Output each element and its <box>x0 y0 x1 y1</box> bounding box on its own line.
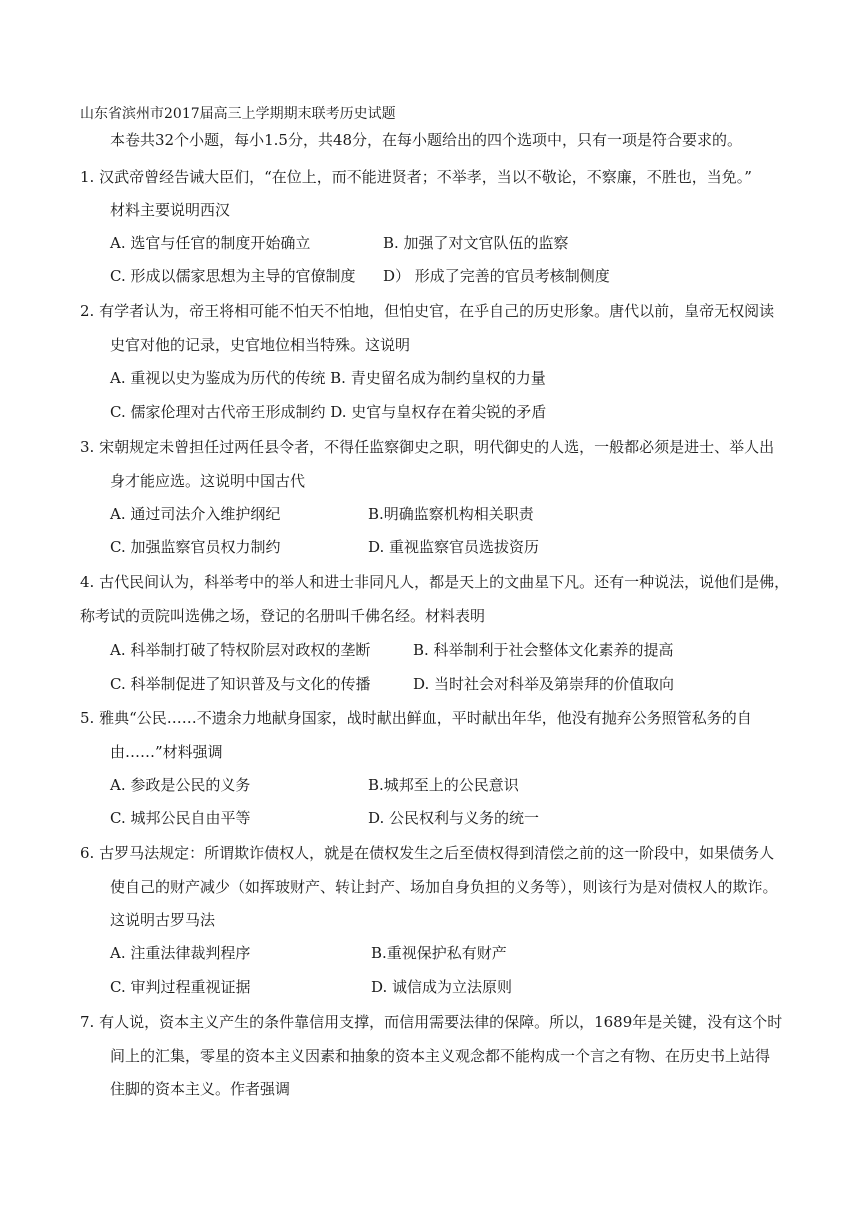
option-4d: D. 当时社会对科举及第崇拜的价值取向 <box>413 675 675 693</box>
question-7-line-2: 间上的汇集，零星的资本主义因素和抽象的资本主义观念都不能构成一个言之有物、在历史书上站得 <box>110 1047 771 1065</box>
option-1d: D） 形成了完善的官员考核制侧度 <box>383 267 610 285</box>
question-7-line-3: 住脚的资本主义。作者强调 <box>110 1080 291 1098</box>
question-5-line-2: 由……”材料强调 <box>110 743 223 761</box>
option-4c: C. 科举制促进了知识普及与文化的传播 <box>110 675 371 693</box>
option-4a: A. 科举制打破了特权阶层对政权的垄断 <box>110 641 371 659</box>
question-4-line-2: 称考试的贡院叫选佛之场，登记的名册叫千佛名经。材料表明 <box>80 607 486 625</box>
option-6a: A. 注重法律裁判程序 <box>110 944 251 962</box>
option-2cd: C. 儒家伦理对古代帝王形成制约 D. 史官与皇权存在着尖锐的矛盾 <box>110 403 547 421</box>
question-6-line-2: 使自己的财产减少（如挥玻财产、转让封产、场加自身负担的义务等），则该行为是对债权人的欺诈。 <box>110 878 778 896</box>
option-1a: A. 选官与任官的制度开始确立 <box>110 234 311 252</box>
option-3d: D. 重视监察官员选拔资历 <box>368 538 540 556</box>
option-5a: A. 参政是公民的义务 <box>110 776 251 794</box>
option-6c: C. 审判过程重视证据 <box>110 978 251 996</box>
question-6-line-1: 6. 古罗马法规定：所谓欺诈债权人，就是在债权发生之后至债权得到清偿之前的这一阶段中，如果债务人 <box>80 844 775 862</box>
question-4-line-1: 4. 古代民间认为，科举考中的举人和进士非同凡人，都是天上的文曲星下凡。还有一种说法，说他们是佛， <box>80 573 790 591</box>
option-3c: C. 加强监察官员权力制约 <box>110 538 281 556</box>
option-3b: B.明确监察机构相关职责 <box>368 505 534 523</box>
question-7-line-1: 7. 有人说，资本主义产生的条件靠信用支撑，而信用需要法律的保障。所以，1689年是关键，没有这个时 <box>80 1013 783 1031</box>
exam-instructions: 本卷共32个小题，每小1.5分，共48分，在每小题给出的四个选项中，只有一项是符合要求的。 <box>110 131 743 149</box>
option-6d: D. 诚信成为立法原则 <box>371 978 513 996</box>
question-6-line-3: 这说明古罗马法 <box>110 911 216 929</box>
option-1c: C. 形成以儒家思想为主导的官僚制度 <box>110 267 356 285</box>
option-5c: C. 城邦公民自由平等 <box>110 809 251 827</box>
question-2-line-1: 2. 有学者认为，帝王将相可能不怕天不怕地，但怕史官，在乎自己的历史形象。唐代以前，皇帝无权阅读 <box>80 302 775 320</box>
option-6b: B.重视保护私有财产 <box>371 944 507 962</box>
question-3-line-2: 身才能应选。这说明中国古代 <box>110 472 306 490</box>
question-5-line-1: 5. 雅典“公民……不遗余力地献身国家，战时献出鲜血，平时献出年华，他没有抛弃公务照管私务的自 <box>80 709 752 727</box>
option-5b: B.城邦至上的公民意识 <box>368 776 519 794</box>
question-1-line-1: 1. 汉武帝曾经告诫大臣们，“在位上，而不能进贤者；不举孝，当以不敬论，不察廉，不胜也，当免。” <box>80 168 752 186</box>
option-5d: D. 公民权利与义务的统一 <box>368 809 540 827</box>
option-4b: B. 科举制利于社会整体文化素养的提高 <box>413 641 674 659</box>
exam-title: 山东省滨州市2017届高三上学期期末联考历史试题 <box>80 106 396 122</box>
question-1-line-2: 材料主要说明西汉 <box>110 201 231 219</box>
option-2ab: A. 重视以史为鉴成为历代的传统 B. 青史留名成为制约皇权的力量 <box>110 369 546 387</box>
option-1b: B. 加强了对文官队伍的监察 <box>383 234 569 252</box>
question-2-line-2: 史官对他的记录，史官地位相当特殊。这说明 <box>110 336 411 354</box>
option-3a: A. 通过司法介入维护纲纪 <box>110 505 281 523</box>
question-3-line-1: 3. 宋朝规定未曾担任过两任县令者，不得任监察御史之职，明代御史的人选，一般都必须是进士、举人出 <box>80 438 775 456</box>
